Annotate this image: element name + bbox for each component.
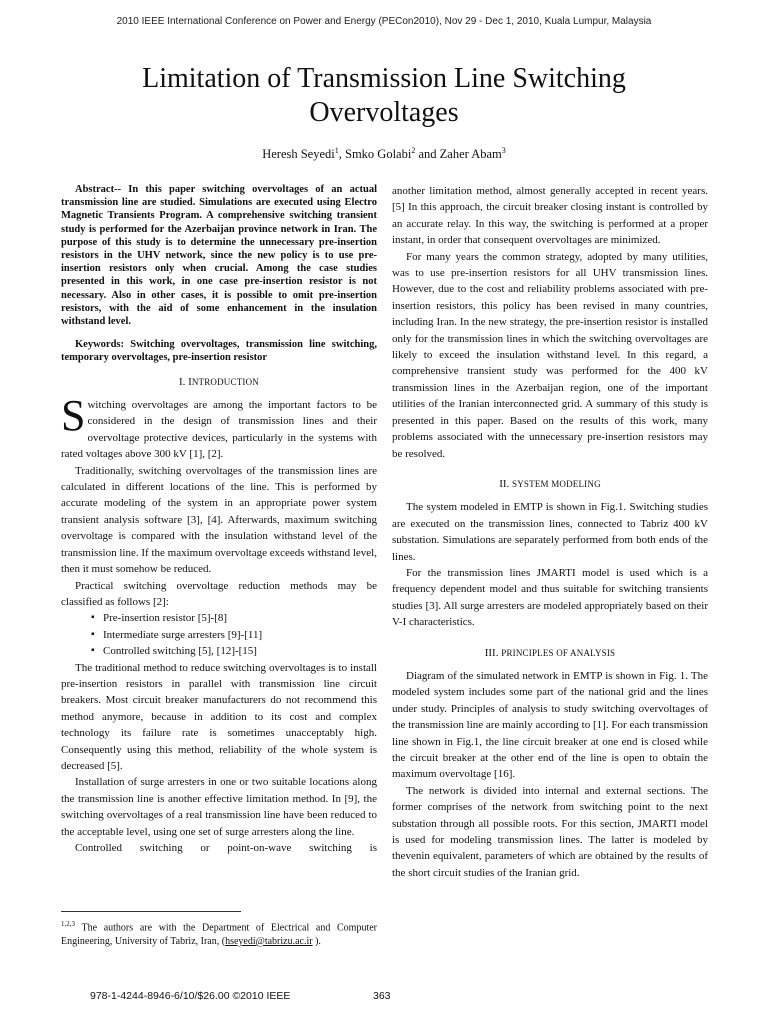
section-3-heading [392,645,708,661]
section-1-paragraph-8: For many years the common strategy, adopted by many utilities, was to use pre-insertion resistors for all UHV transmission lines. However, due to the cost and reliability problems associated with pre-insertion resistors, this policy has been revised in many countries, including Iran. In the new strategy, the pre-insertion resistor is installed only for the transmission lines in which the switching overvoltages are likely to exceed the insulation withstand level. In this regard, a comprehensive transient study was performed for the 400 kV transmission lines in the Azerbaijan region, one of the important utilities of the Iranian interconnected grid. A summary of this study is presented in this paper. Based on the results of this work, many problems associated with the unnecessary pre-insertion resistors may be resolved. [392,250,708,460]
copyright-line: 978-1-4244-8946-6/10/$26.00 ©2010 IEEE [90,990,291,1002]
section-2-paragraph-1: The system modeled in EMTP is shown in Fig.1. Switching studies are executed on the transmission lines, connected to Tabriz 400 kV substation. Simulations are separately performed from both ends of the lines. [392,501,708,563]
section-2-paragraph-2: For the transmission lines JMARTI model is used which is a frequency dependent model and thus suitable for switching transients studies [3]. All surge arresters are modeled appropriately based on their V-I characteristics. [392,566,708,629]
section-1-paragraph-4: The traditional method to reduce switching overvoltages is to install pre-insertion resistors in parallel with transmission line circuit breakers. Most circuit breaker manufacturers do not recommend this method anymore, because in addition to its cost and complex technology its failure rate is sometimes unacceptably high. Consequently using this method, reliability of the whole system is decreased [5]. [61,661,377,772]
section-2-heading [392,476,708,492]
section-1-paragraph-3: Practical switching overvoltage reduction methods may be classified as follows [2]: [61,579,377,608]
section-2-title: SYSTEM MODELING [512,478,601,489]
footnote-paren-close: ). [312,935,321,947]
section-1-paragraph-6: Controlled switching or point-on-wave switching is [75,842,377,855]
title-line-2: Overvoltages [309,97,459,128]
section-1-title-rest: NTRODUCTION [191,376,260,387]
author-email-link[interactable]: hseyedi@tabrizu.ac.ir [225,935,313,947]
footnote-rule [61,911,241,912]
keywords: Keywords: Switching overvoltages, transmission line switching, temporary overvoltages, pre-insertion resistor [61,339,377,364]
section-1-paragraph-1 [61,391,377,463]
footnote-paren-open: ( [221,935,226,947]
list-item: ▪ Controlled switching [5], [12]-[15] [91,643,377,659]
section-2-number: II. [499,477,510,490]
section-1-heading [61,374,377,390]
section-3-paragraph-2: The network is divided into internal and external sections. The former comprises of the network from switching point to the next substation through all possible roots. For this section, JMARTI model is used for modeling transmission lines. The latter is modeled by thevenin equivalent, parameters of which are obtained by the results of the short circuit studies of the Iranian grid. [392,784,708,879]
section-1-paragraph-1-text: witching overvoltages are among the important factors to be considered in the design of transmission lines and their overvoltage protective devices, particularly in the systems with rated voltages above 300 kV [1], [2]. [61,399,377,461]
left-column [61,183,377,856]
list-item: ▪ Intermediate surge arresters [9]-[11] [91,627,377,643]
list-item: ▪ Pre-insertion resistor [5]-[8] [91,610,377,626]
section-3-title: PRINCIPLES OF ANALYSIS [501,647,616,658]
section-1-paragraph-2: Traditionally, switching overvoltages of the transmission lines are calculated in different locations of the line. This is performed by accurate modeling of the system in an appropriate power system transient analysis software [3], [4]. Afterwards, maximum switching overvoltage is compared with the insulation withstand level of the transmission line. If the maximum overvoltage exceeds withstand level, then it must somehow be reduced. [61,464,377,576]
section-1-paragraph-5: Installation of surge arresters in one or two suitable locations along the transmission line is another effective limitation method. In [9], the switching overvoltages of a real transmission line have been reduced to the acceptable level, using one set of surge arresters along the line. [61,776,377,838]
footnote [61,918,377,948]
paper-title [60,62,708,130]
section-1-title-initial: I [188,375,192,388]
method-list [61,610,377,659]
author-3: Zaher Abam [439,147,502,162]
right-column [392,183,708,881]
section-1-number: I. [178,375,186,388]
drop-cap: S [61,391,86,441]
author-2-affil: 2 [411,146,416,155]
conference-header: 2010 IEEE International Conference on Power and Energy (PECon2010), Nov 29 - Dec 1, 2010, Kuala Lumpur, Malaysia [116,16,652,27]
abstract: Abstract-- In this paper switching overvoltages of an actual transmission line are studied. Simulations are executed using Electro Magnetic Transients Program. A comprehensive switching transient study is performed for the Azerbaijan province network in Iran. The purpose of this study is to determine the unnecessary pre-insertion resistors in the UHV network, since the new policy is to use pre-insertion resistors only when crucial. Among the case studies presented in this work, in one case pre-insertion resistor is not necessary. Also in other cases, it is possible to omit pre-insertion resistors, with the aid of some enhancement in the insulation withstand level. [61,184,377,328]
author-3-affil: 3 [501,146,506,155]
footnote-text: The authors are with the Department of Electrical and Computer Engineering, University of Tabriz, Iran, [61,922,377,947]
section-1-paragraph-7: another limitation method, almost generally accepted in recent years. [5] In this approach, the circuit breaker closing instant is controlled by an accurate relay. In this way, the switching is performed at a proper instant, in order that consequent overvoltages are minimized. [392,185,708,247]
footnote-marker: 1,2,3 [61,920,75,928]
author-1: Heresh Seyedi [262,147,335,162]
author-list: Heresh Seyedi$^1$, Smko Golabi$^2$ and Zaher Abam$^3$ [262,146,506,162]
title-line-1: Limitation of Transmission Line Switching [142,63,626,94]
section-3-number: III. [484,646,499,659]
page-number: 363 [373,990,391,1002]
author-1-affil: 1 [334,146,339,155]
author-2: Smko Golabi [345,147,412,162]
section-3-paragraph-1: Diagram of the simulated network in EMTP is shown in Fig. 1. The modeled system includes some part of the national grid and the lines under study. Principles of analysis to study switching overvoltages of the transmission line are mainly according to [1]. For each transmission line shown in Fig.1, the line circuit breaker at one end is closed while the circuit breaker at the other end of the line is open to obtain the maximum overvoltage [16]. [392,669,708,781]
